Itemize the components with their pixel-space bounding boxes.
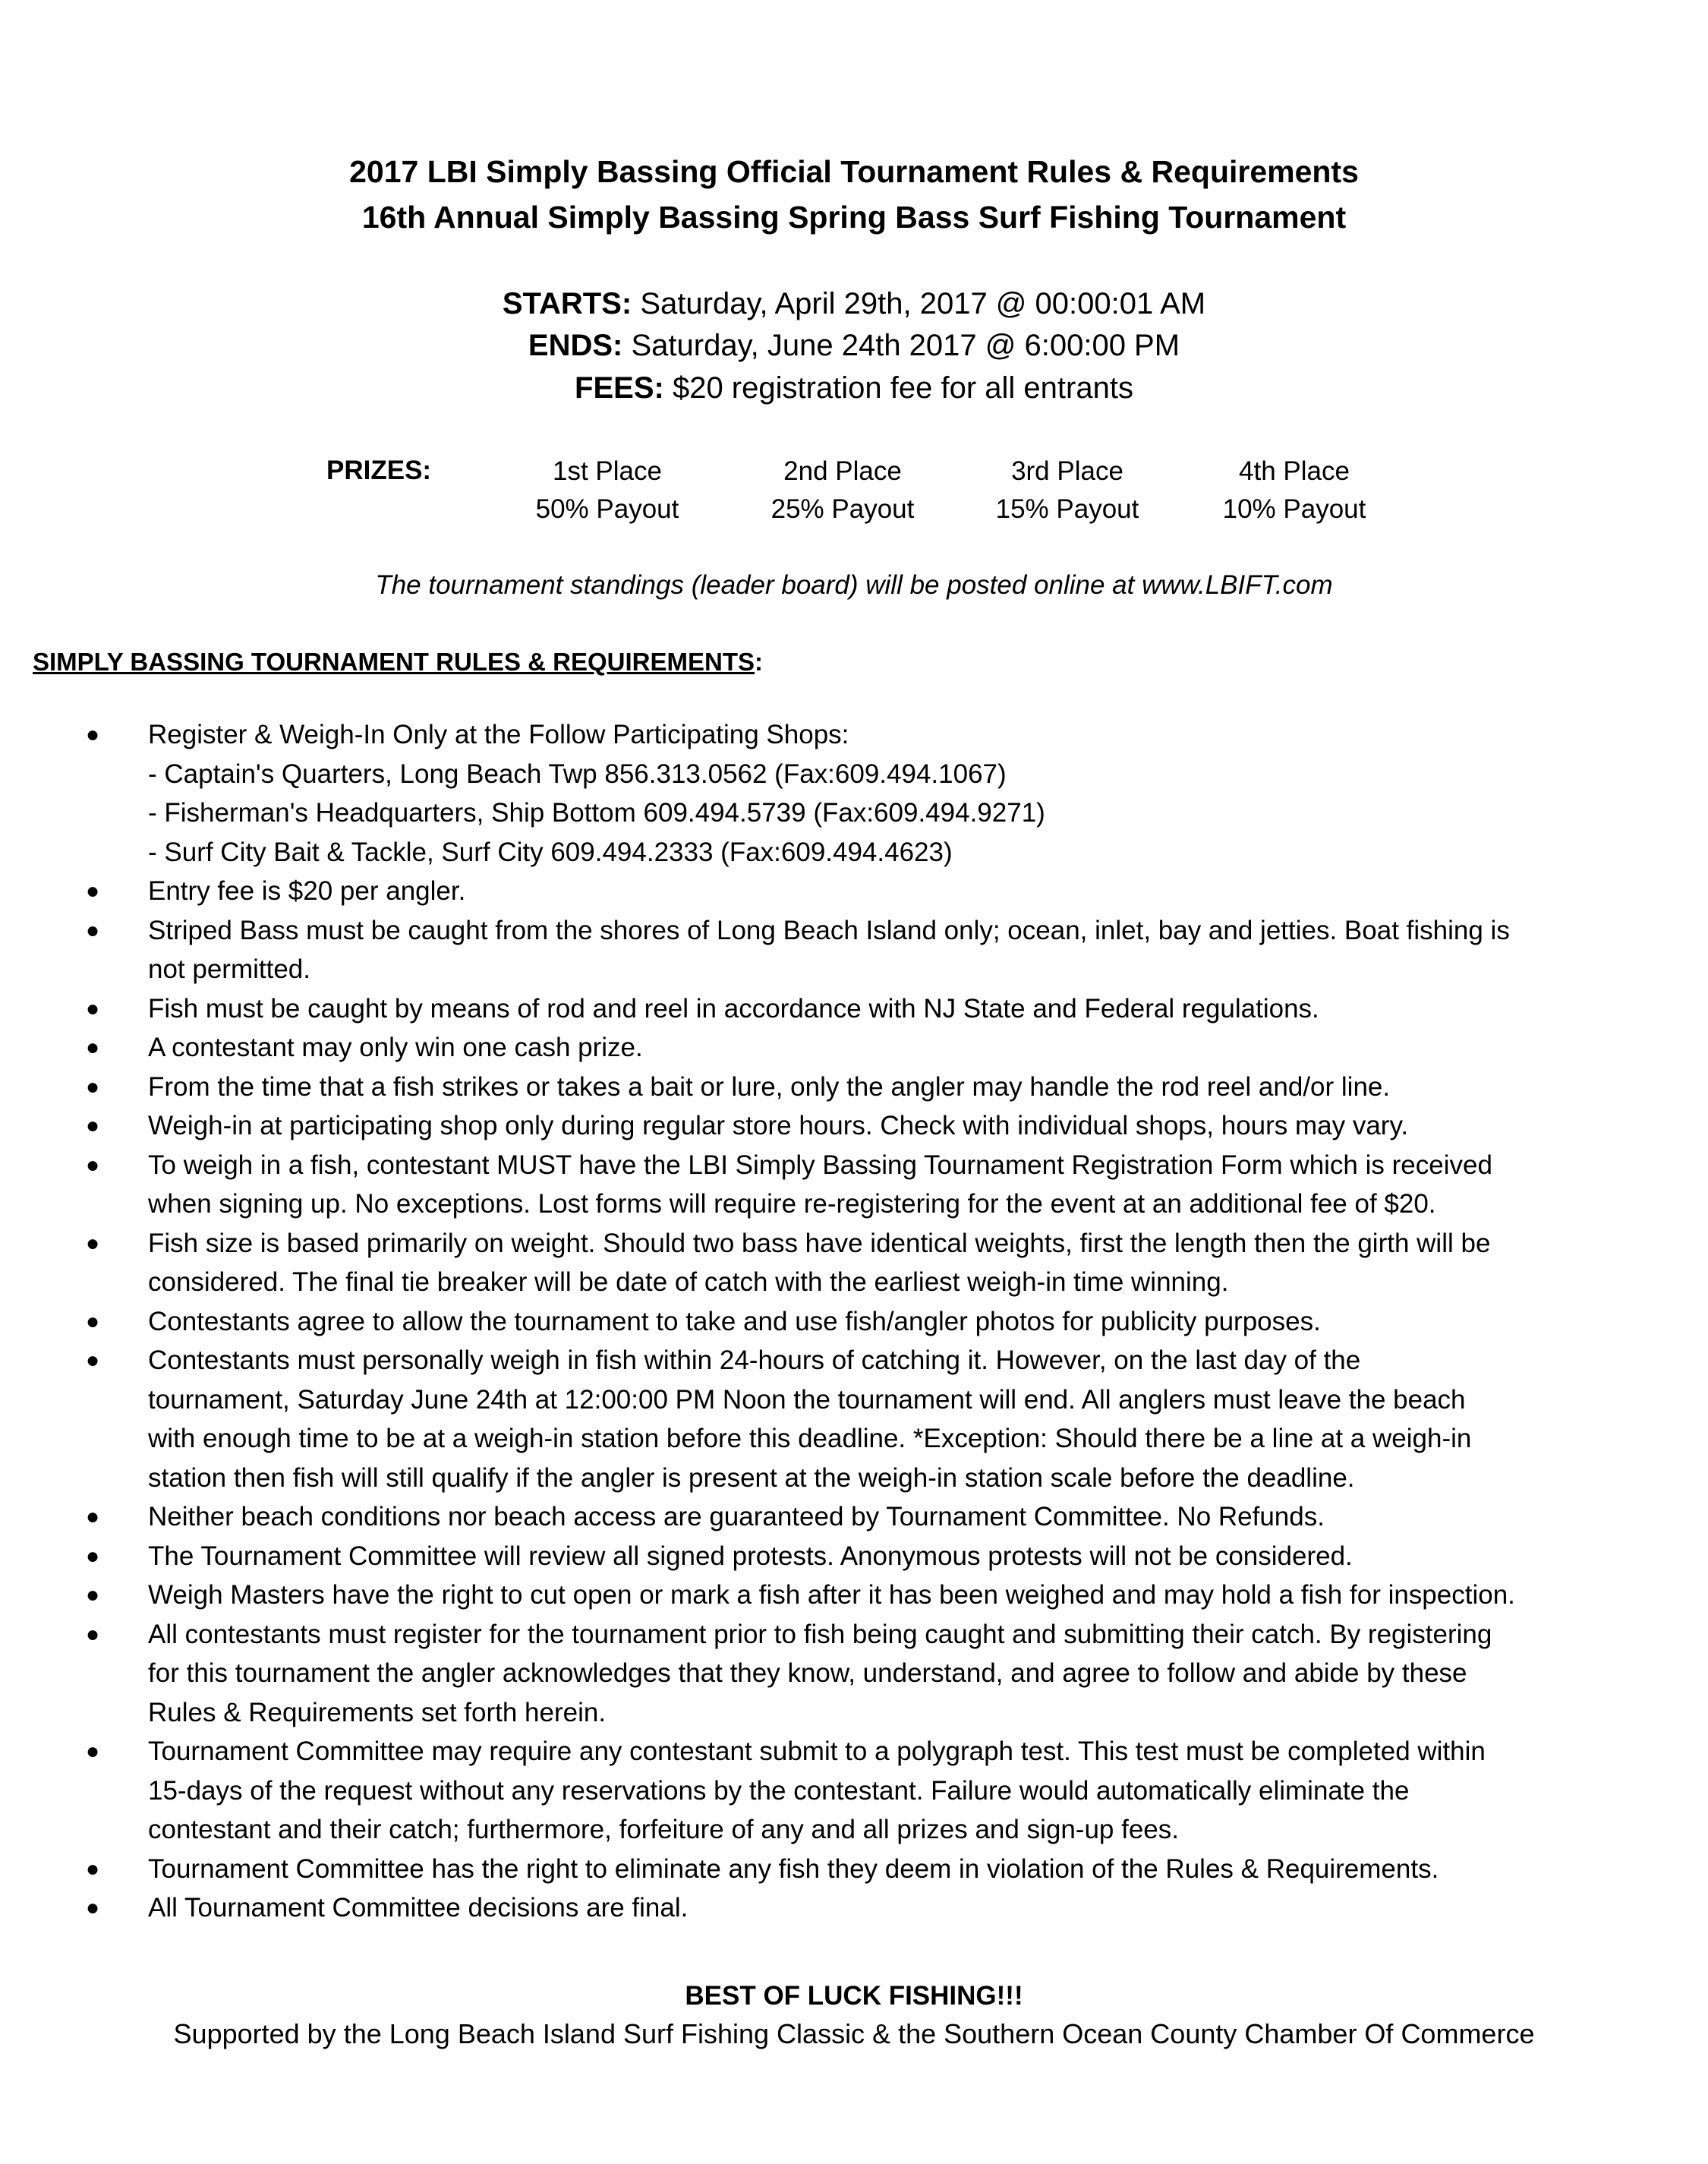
- document-subtitle: 16th Annual Simply Bassing Spring Bass Surf Fishing Tournament: [361, 200, 1347, 235]
- bullet-icon: ●: [86, 1895, 100, 1920]
- standings-note: The tournament standings (leader board) will be posted online at www.LBIFT.com: [375, 570, 1333, 600]
- rule-item: [0, 1146, 1708, 1224]
- rule-text-line: considered. The final tie breaker will be date of catch with the earliest weigh-in time winning.: [148, 1267, 1229, 1297]
- rule-text-line: - Surf City Bait & Tackle, Surf City 609.494.2333 (Fax:609.494.4623): [148, 837, 953, 867]
- bullet-icon: ●: [86, 1348, 100, 1373]
- bullet-icon: ●: [86, 1035, 100, 1060]
- rule-text-line: A contestant may only win one cash prize.: [148, 1033, 643, 1062]
- rule-item: [0, 1497, 1708, 1537]
- rules-list: [0, 715, 1708, 1928]
- rule-text-line: Register & Weigh-In Only at the Follow Participating Shops:: [148, 720, 849, 749]
- rule-item: [0, 715, 1708, 872]
- rule-item: [0, 1028, 1708, 1068]
- bullet-icon: ●: [86, 995, 100, 1021]
- rule-text-line: - Captain's Quarters, Long Beach Twp 856.313.0562 (Fax:609.494.1067): [148, 759, 1007, 789]
- rule-text-line: contestant and their catch; furthermore, forfeiture of any and all prizes and sign-up fees.: [148, 1815, 1179, 1844]
- rule-item: [0, 1732, 1708, 1850]
- starts-label: STARTS:: [502, 287, 632, 320]
- bullet-icon: ●: [86, 722, 100, 747]
- prize-column-1: [493, 453, 721, 528]
- rule-text-line: with enough time to be at a weigh-in station before this deadline. *Exception: Should there be a line at a weigh-in: [148, 1424, 1472, 1453]
- starts-value: Saturday, April 29th, 2017 @ 00:00:01 AM: [640, 287, 1206, 320]
- prize-column-3: [953, 453, 1181, 528]
- bullet-icon: ●: [86, 879, 100, 904]
- bullet-icon: ●: [86, 1739, 100, 1764]
- rule-text-line: Contestants agree to allow the tournament to take and use fish/angler photos for publicity purposes.: [148, 1306, 1321, 1336]
- bullet-icon: ●: [86, 1308, 100, 1334]
- rule-text-line: Weigh-in at participating shop only during regular store hours. Check with individual shops, hours may vary.: [148, 1111, 1409, 1140]
- rule-text-line: - Fisherman's Headquarters, Ship Bottom 609.494.5739 (Fax:609.494.9271): [148, 798, 1045, 828]
- support-line: Supported by the Long Beach Island Surf Fishing Classic & the Southern Ocean County Chamber Of Commerce: [173, 2018, 1535, 2049]
- prize-payout: 50% Payout: [535, 494, 679, 524]
- fees-value: $20 registration fee for all entrants: [672, 371, 1133, 405]
- rule-item: [0, 989, 1708, 1029]
- rule-item: [0, 1850, 1708, 1889]
- rule-item: [0, 1888, 1708, 1928]
- ends-line: [0, 325, 1708, 366]
- prize-place: 2nd Place: [783, 456, 902, 486]
- rule-text-line: Rules & Requirements set forth herein.: [148, 1697, 607, 1727]
- bullet-icon: ●: [86, 1152, 100, 1178]
- fees-line: [0, 368, 1708, 409]
- rule-text-line: Striped Bass must be caught from the shores of Long Beach Island only; ocean, inlet, bay and jetties. Boat fishing is: [148, 915, 1510, 945]
- bullet-icon: ●: [86, 1504, 100, 1529]
- rule-item: [0, 1302, 1708, 1342]
- rule-text-line: Entry fee is $20 per angler.: [148, 876, 466, 906]
- fees-label: FEES:: [575, 371, 664, 405]
- ends-label: ENDS:: [528, 329, 623, 362]
- rules-heading-colon: :: [755, 648, 763, 676]
- rule-text-line: Contestants must personally weigh in fish within 24-hours of catching it. However, on the last day of the: [148, 1345, 1361, 1375]
- rule-item: [0, 911, 1708, 989]
- bullet-icon: ●: [86, 1582, 100, 1607]
- rule-text-line: tournament, Saturday June 24th at 12:00:00 PM Noon the tournament will end. All anglers must leave the beach: [148, 1384, 1466, 1415]
- rule-text-line: All Tournament Committee decisions are final.: [148, 1893, 689, 1923]
- rule-text-line: Weigh Masters have the right to cut open or mark a fish after it has been weighed and may hold a fish for inspection.: [148, 1580, 1515, 1610]
- rule-text-line: Fish size is based primarily on weight. Should two bass have identical weights, first the length then the girth will be: [148, 1228, 1491, 1258]
- rule-item: [0, 1341, 1708, 1497]
- bullet-icon: ●: [86, 1856, 100, 1882]
- rule-text-line: for this tournament the angler acknowledges that they know, understand, and agree to follow and abide by these: [148, 1658, 1467, 1688]
- rule-text-line: 15-days of the request without any reservations by the contestant. Failure would automatically eliminate the: [148, 1775, 1410, 1806]
- rule-item: [0, 1106, 1708, 1146]
- prize-place: 3rd Place: [1011, 456, 1123, 486]
- rules-heading: [33, 645, 763, 680]
- prize-place: 4th Place: [1239, 456, 1350, 486]
- rule-text-line: station then fish will still qualify if the angler is present at the weigh-in station scale before the deadline.: [148, 1462, 1355, 1493]
- rule-text-line: The Tournament Committee will review all signed protests. Anonymous protests will not be considered.: [148, 1541, 1353, 1571]
- prize-payout: 10% Payout: [1222, 494, 1366, 524]
- rule-item: [0, 1576, 1708, 1615]
- prize-payout: 15% Payout: [995, 494, 1139, 524]
- bullet-icon: ●: [86, 1074, 100, 1099]
- rule-item: [0, 872, 1708, 911]
- prize-column-4: [1180, 453, 1408, 528]
- rule-item: [0, 1068, 1708, 1107]
- rule-item: [0, 1615, 1708, 1733]
- rule-text-line: Tournament Committee has the right to eliminate any fish they deem in violation of the Rules & Requirements.: [148, 1853, 1439, 1884]
- bullet-icon: ●: [86, 1113, 100, 1138]
- rule-item: [0, 1224, 1708, 1302]
- rule-text-line: when signing up. No exceptions. Lost forms will require re-registering for the event at an additional fee of $20.: [148, 1189, 1436, 1219]
- rule-item: [0, 1537, 1708, 1576]
- rule-text-line: Neither beach conditions nor beach access are guaranteed by Tournament Committee. No Refunds.: [148, 1502, 1325, 1532]
- bullet-icon: ●: [86, 1543, 100, 1569]
- prize-place: 1st Place: [553, 456, 662, 486]
- rule-text-line: Fish must be caught by means of rod and reel in accordance with NJ State and Federal regulations.: [148, 993, 1319, 1024]
- rule-text-line: From the time that a fish strikes or takes a bait or lure, only the angler may handle the rod reel and/or line.: [148, 1071, 1391, 1102]
- bullet-icon: ●: [86, 1621, 100, 1647]
- ends-value: Saturday, June 24th 2017 @ 6:00:00 PM: [631, 329, 1180, 362]
- closing-message: BEST OF LUCK FISHING!!!: [685, 1981, 1023, 2011]
- bullet-icon: ●: [86, 1230, 100, 1256]
- bullet-icon: ●: [86, 917, 100, 943]
- prize-column-2: [729, 453, 956, 528]
- document-title: 2017 LBI Simply Bassing Official Tournament Rules & Requirements: [349, 154, 1359, 189]
- rule-text-line: not permitted.: [148, 954, 310, 984]
- prizes-label: PRIZES:: [326, 456, 432, 485]
- rule-text-line: Tournament Committee may require any contestant submit to a polygraph test. This test must be completed within: [148, 1737, 1486, 1766]
- starts-line: [0, 283, 1708, 324]
- rule-text-line: All contestants must register for the tournament prior to fish being caught and submitting their catch. By registering: [148, 1619, 1492, 1649]
- rule-text-line: To weigh in a fish, contestant MUST have the LBI Simply Bassing Tournament Registration Form which is received: [148, 1150, 1492, 1180]
- prize-payout: 25% Payout: [770, 494, 915, 524]
- rules-heading-text: SIMPLY BASSING TOURNAMENT RULES & REQUIREMENTS: [33, 648, 755, 676]
